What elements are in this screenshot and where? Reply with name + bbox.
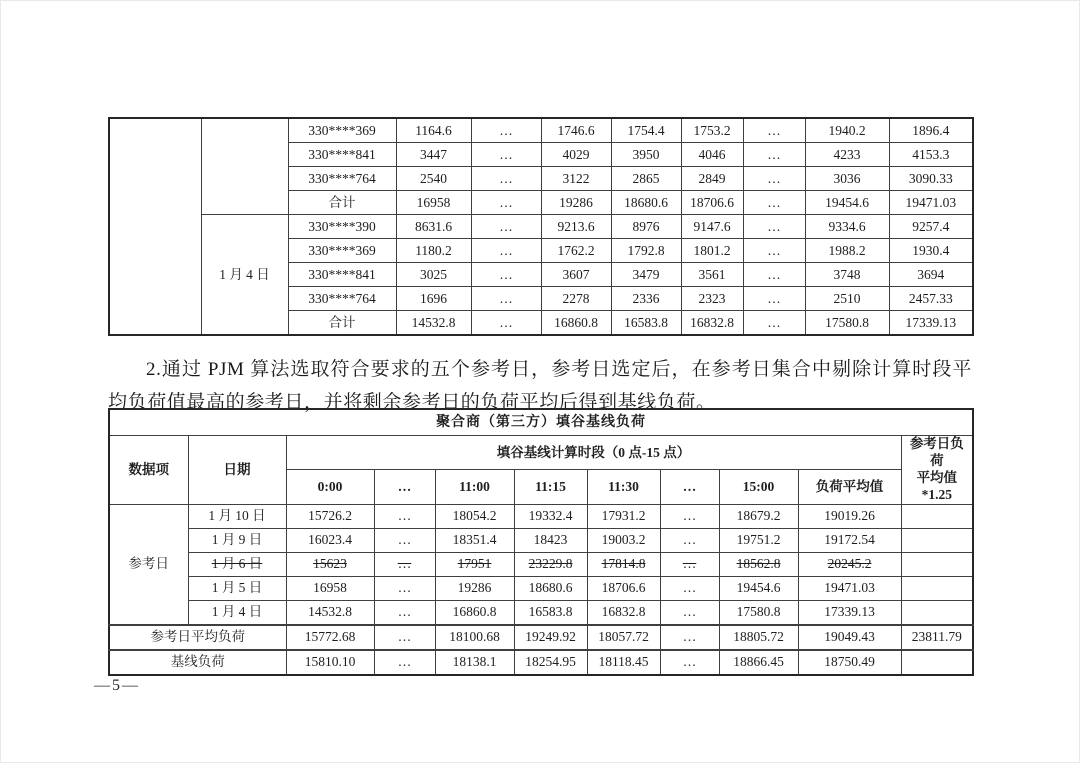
value-cell: 1746.6 [541, 118, 611, 143]
value-cell: 18679.2 [719, 504, 798, 528]
ellipsis-cell: … [374, 600, 435, 625]
value-cell: 3122 [541, 167, 611, 191]
table-row [109, 576, 973, 600]
table-row [109, 504, 973, 528]
value-cell: 15772.68 [286, 625, 374, 650]
group-label-empty-cell [109, 118, 201, 335]
ref-value-cell: 23811.79 [901, 625, 973, 650]
date-empty-cell [201, 118, 288, 215]
ellipsis-cell: … [374, 552, 435, 576]
ellipsis-cell: … [743, 167, 805, 191]
value-cell: 1988.2 [805, 239, 889, 263]
value-cell: 1753.2 [681, 118, 743, 143]
ellipsis-cell: … [660, 504, 719, 528]
meter-id-cell: 330****369 [288, 239, 396, 263]
value-cell: 3447 [396, 143, 471, 167]
value-cell: 19751.2 [719, 528, 798, 552]
value-cell: 17339.13 [798, 600, 901, 625]
value-cell: 18706.6 [587, 576, 660, 600]
value-cell: 18866.45 [719, 650, 798, 675]
table-row [109, 118, 973, 143]
value-cell: 3748 [805, 263, 889, 287]
value-cell: 16958 [286, 576, 374, 600]
value-cell: 1801.2 [681, 239, 743, 263]
ellipsis-cell: … [374, 625, 435, 650]
ellipsis-cell: … [660, 625, 719, 650]
date-cell: 1 月 6 日 [188, 552, 286, 576]
col-header-ref-avg [901, 436, 973, 505]
value-cell: 16583.8 [611, 311, 681, 336]
ellipsis-cell: … [471, 118, 541, 143]
value-cell: 1754.4 [611, 118, 681, 143]
value-cell: 1792.8 [611, 239, 681, 263]
meter-id-cell: 330****390 [288, 215, 396, 239]
date-cell: 1 月 4 日 [201, 215, 288, 336]
ellipsis-cell: … [471, 191, 541, 215]
ellipsis-cell: … [743, 239, 805, 263]
value-cell: 9213.6 [541, 215, 611, 239]
table-header-row [109, 436, 973, 470]
col-header-date: 日期 [188, 436, 286, 505]
ellipsis-cell: … [471, 311, 541, 336]
value-cell: 17931.2 [587, 504, 660, 528]
meter-id-cell: 330****841 [288, 263, 396, 287]
table-title-row [109, 409, 973, 436]
value-cell: 18254.95 [514, 650, 587, 675]
value-cell: 16832.8 [587, 600, 660, 625]
baseline-load-row [109, 650, 973, 675]
value-cell: 4233 [805, 143, 889, 167]
ellipsis-cell: … [660, 552, 719, 576]
ellipsis-cell: … [660, 600, 719, 625]
page-number: —5— [94, 677, 140, 694]
ellipsis-cell: … [743, 263, 805, 287]
meter-id-cell: 330****764 [288, 287, 396, 311]
value-cell: 18680.6 [611, 191, 681, 215]
summary-label-cell: 基线负荷 [109, 650, 286, 675]
ellipsis-cell: … [660, 650, 719, 675]
value-cell: 18562.8 [719, 552, 798, 576]
ellipsis-cell: … [471, 143, 541, 167]
value-cell: 19249.92 [514, 625, 587, 650]
value-cell: 3607 [541, 263, 611, 287]
value-cell: 9334.6 [805, 215, 889, 239]
ellipsis-cell: … [660, 528, 719, 552]
time-header-cell: 11:15 [514, 470, 587, 504]
summary-label-cell: 参考日平均负荷 [109, 625, 286, 650]
value-cell: 14532.8 [396, 311, 471, 336]
ellipsis-cell: … [743, 215, 805, 239]
time-header-cell: 11:00 [435, 470, 514, 504]
value-cell: 19049.43 [798, 625, 901, 650]
value-cell: 2336 [611, 287, 681, 311]
col-header-data-item: 数据项 [109, 436, 188, 505]
value-cell: 18138.1 [435, 650, 514, 675]
group-label-cell: 参考日 [109, 504, 188, 625]
value-cell: 18423 [514, 528, 587, 552]
value-cell: 15623 [286, 552, 374, 576]
value-cell: 16583.8 [514, 600, 587, 625]
load-avg-header-cell: 负荷平均值 [798, 470, 901, 504]
value-cell: 2457.33 [889, 287, 973, 311]
ellipsis-cell: … [374, 650, 435, 675]
value-cell: 17814.8 [587, 552, 660, 576]
value-cell: 16958 [396, 191, 471, 215]
ellipsis-header-cell: … [660, 470, 719, 504]
value-cell: 2865 [611, 167, 681, 191]
value-cell: 18118.45 [587, 650, 660, 675]
ref-value-cell [901, 504, 973, 528]
value-cell: 17339.13 [889, 311, 973, 336]
value-cell: 2510 [805, 287, 889, 311]
ellipsis-cell: … [374, 528, 435, 552]
ellipsis-cell: … [471, 215, 541, 239]
value-cell: 4046 [681, 143, 743, 167]
ellipsis-cell: … [743, 311, 805, 336]
value-cell: 19471.03 [889, 191, 973, 215]
table-row [109, 600, 973, 625]
value-cell: 18750.49 [798, 650, 901, 675]
value-cell: 9147.6 [681, 215, 743, 239]
value-cell: 8976 [611, 215, 681, 239]
date-cell: 1 月 5 日 [188, 576, 286, 600]
time-header-cell: 0:00 [286, 470, 374, 504]
value-cell: 15810.10 [286, 650, 374, 675]
value-cell: 14532.8 [286, 600, 374, 625]
ellipsis-cell: … [471, 167, 541, 191]
value-cell: 3694 [889, 263, 973, 287]
ellipsis-cell: … [743, 287, 805, 311]
ellipsis-cell: … [374, 576, 435, 600]
ellipsis-cell: … [743, 143, 805, 167]
meter-id-cell: 330****841 [288, 143, 396, 167]
value-cell: 15726.2 [286, 504, 374, 528]
ref-value-cell [901, 600, 973, 625]
value-cell: 2849 [681, 167, 743, 191]
ref-value-cell [901, 552, 973, 576]
value-cell: 16023.4 [286, 528, 374, 552]
value-cell: 17580.8 [719, 600, 798, 625]
ellipsis-cell: … [471, 263, 541, 287]
baseline-load-table [108, 408, 974, 676]
ellipsis-cell: … [743, 191, 805, 215]
value-cell: 16832.8 [681, 311, 743, 336]
excluded-reference-day-row [109, 552, 973, 576]
value-cell: 16860.8 [435, 600, 514, 625]
value-cell: 1896.4 [889, 118, 973, 143]
meter-id-cell: 330****369 [288, 118, 396, 143]
table-row [109, 528, 973, 552]
value-cell: 2323 [681, 287, 743, 311]
value-cell: 1930.4 [889, 239, 973, 263]
value-cell: 23229.8 [514, 552, 587, 576]
table-title: 聚合商（第三方）填谷基线负荷 [109, 409, 973, 436]
sum-label-cell: 合计 [288, 191, 396, 215]
reference-day-average-row [109, 625, 973, 650]
date-cell: 1 月 9 日 [188, 528, 286, 552]
value-cell: 18706.6 [681, 191, 743, 215]
value-cell: 19019.26 [798, 504, 901, 528]
ellipsis-cell: … [660, 576, 719, 600]
value-cell: 1180.2 [396, 239, 471, 263]
value-cell: 18680.6 [514, 576, 587, 600]
value-cell: 19332.4 [514, 504, 587, 528]
value-cell: 19286 [435, 576, 514, 600]
value-cell: 20245.2 [798, 552, 901, 576]
col-header-period: 填谷基线计算时段（0 点-15 点） [286, 436, 901, 470]
value-cell: 2540 [396, 167, 471, 191]
value-cell: 17951 [435, 552, 514, 576]
ref-value-cell [901, 650, 973, 675]
ellipsis-cell: … [471, 287, 541, 311]
value-cell: 2278 [541, 287, 611, 311]
value-cell: 19003.2 [587, 528, 660, 552]
value-cell: 3561 [681, 263, 743, 287]
value-cell: 1164.6 [396, 118, 471, 143]
value-cell: 4029 [541, 143, 611, 167]
ref-value-cell [901, 528, 973, 552]
value-cell: 18057.72 [587, 625, 660, 650]
ellipsis-header-cell: … [374, 470, 435, 504]
value-cell: 18805.72 [719, 625, 798, 650]
body-paragraph: 2.通过 PJM 算法选取符合要求的五个参考日，参考日选定后，在参考日集合中剔除计算时段平均负荷值最高的参考日，并将剩余参考日的负荷平均后得到基线负荷。 [108, 359, 972, 413]
value-cell: 19286 [541, 191, 611, 215]
value-cell: 3950 [611, 143, 681, 167]
col-header-ref-avg-line1: 参考日负荷 [909, 436, 964, 468]
ellipsis-cell: … [743, 118, 805, 143]
value-cell: 16860.8 [541, 311, 611, 336]
value-cell: 3036 [805, 167, 889, 191]
value-cell: 3025 [396, 263, 471, 287]
value-cell: 19471.03 [798, 576, 901, 600]
value-cell: 4153.3 [889, 143, 973, 167]
value-cell: 17580.8 [805, 311, 889, 336]
value-cell: 18351.4 [435, 528, 514, 552]
value-cell: 8631.6 [396, 215, 471, 239]
sum-label-cell: 合计 [288, 311, 396, 336]
date-cell: 1 月 10 日 [188, 504, 286, 528]
value-cell: 1940.2 [805, 118, 889, 143]
meter-id-cell: 330****764 [288, 167, 396, 191]
value-cell: 18100.68 [435, 625, 514, 650]
col-header-ref-avg-line2: 平均值*1.25 [916, 469, 958, 502]
value-cell: 19454.6 [719, 576, 798, 600]
table-row [109, 215, 973, 239]
ref-value-cell [901, 576, 973, 600]
value-cell: 9257.4 [889, 215, 973, 239]
value-cell: 19172.54 [798, 528, 901, 552]
load-data-table-fragment [108, 117, 974, 336]
ellipsis-cell: … [471, 239, 541, 263]
value-cell: 3090.33 [889, 167, 973, 191]
value-cell: 19454.6 [805, 191, 889, 215]
value-cell: 3479 [611, 263, 681, 287]
value-cell: 18054.2 [435, 504, 514, 528]
ellipsis-cell: … [374, 504, 435, 528]
value-cell: 1762.2 [541, 239, 611, 263]
date-cell: 1 月 4 日 [188, 600, 286, 625]
time-header-cell: 15:00 [719, 470, 798, 504]
value-cell: 1696 [396, 287, 471, 311]
time-header-cell: 11:30 [587, 470, 660, 504]
